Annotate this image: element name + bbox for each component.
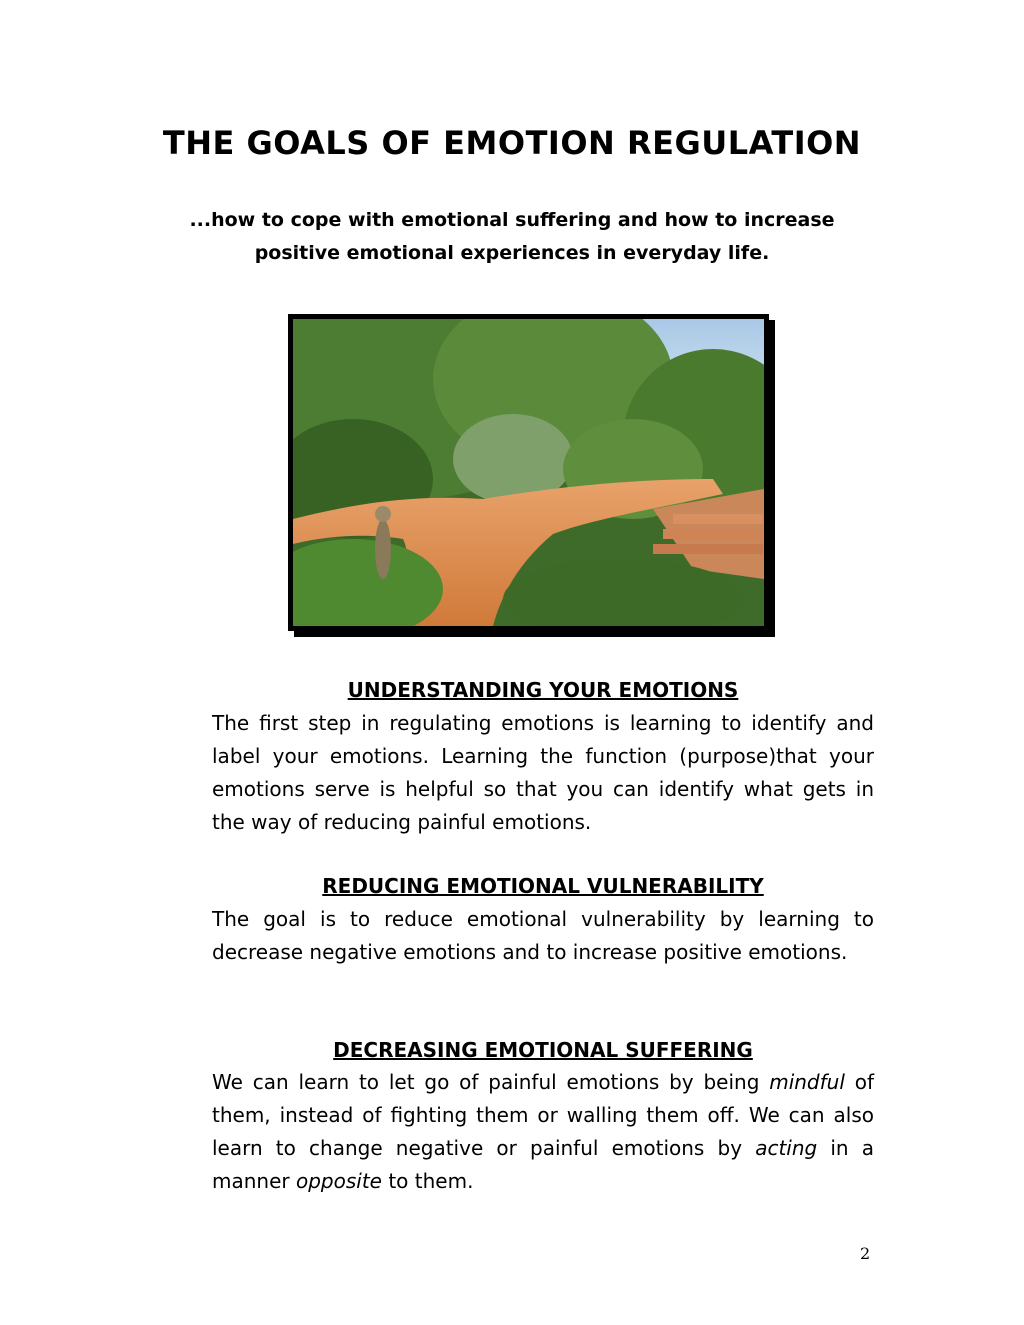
page-title: THE GOALS OF EMOTION REGULATION bbox=[162, 124, 862, 162]
emphasis-mindful: mindful bbox=[769, 1070, 845, 1094]
emphasis-acting: acting bbox=[755, 1136, 818, 1160]
section-heading-decreasing: DECREASING EMOTIONAL SUFFERING bbox=[333, 1038, 753, 1062]
body-text: to them. bbox=[381, 1169, 474, 1193]
section-heading-understanding: UNDERSTANDING YOUR EMOTIONS bbox=[347, 678, 739, 702]
page-number: 2 bbox=[860, 1244, 871, 1263]
section-body-understanding: The first step in regulating emotions is learning to identify and label your emotions. Learning the function (purpose)that your emotions serve is helpful so that you can identify what gets in the way of reducing painful emotions. bbox=[212, 711, 874, 834]
section-body-decreasing bbox=[212, 1066, 874, 1198]
emphasis-opposite: opposite bbox=[295, 1169, 382, 1193]
body-text: We can learn to let go of painful emotions by being bbox=[212, 1070, 770, 1094]
section-heading-reducing: REDUCING EMOTIONAL VULNERABILITY bbox=[322, 874, 764, 898]
section-body-reducing: The goal is to reduce emotional vulnerability by learning to decrease negative emotions and to increase positive emotions. bbox=[212, 907, 874, 964]
body-text: in a manner bbox=[212, 1136, 874, 1193]
body-text: of them, instead of fighting them or walling them off. We can also learn to change negative or painful emotions by bbox=[212, 1070, 875, 1160]
garden-path-photo bbox=[288, 314, 769, 631]
page-subtitle: ...how to cope with emotional suffering and how to increase positive emotional experiences in everyday life. bbox=[189, 209, 835, 264]
